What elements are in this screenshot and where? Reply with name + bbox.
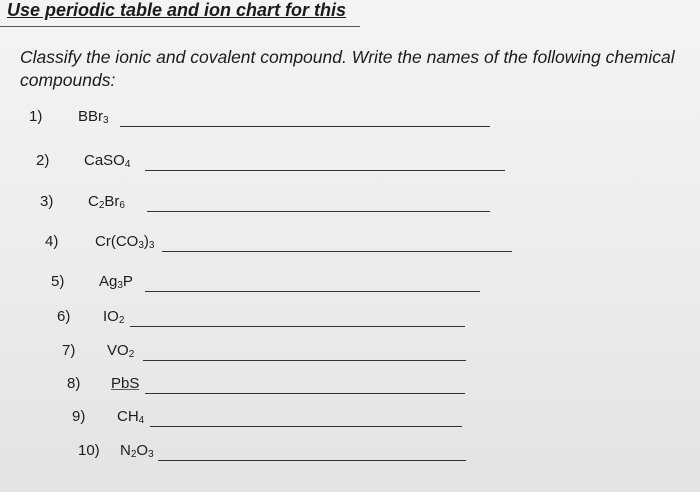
formula-text: N [120, 442, 131, 459]
formula-text: BBr [78, 108, 104, 125]
formula-text: Ag [99, 273, 118, 290]
instructions-line-1: Classify the ionic and covalent compound. Write the names of the following chemical [20, 47, 675, 67]
instructions [20, 46, 700, 92]
question-number: 3) [40, 193, 54, 210]
answer-blank-line[interactable] [158, 460, 466, 461]
chemical-formula [88, 193, 125, 211]
formula-text: Br [104, 193, 120, 210]
question-number: 9) [72, 408, 86, 425]
formula-text: ) [143, 233, 149, 250]
answer-blank-line[interactable] [150, 426, 462, 427]
chemical-formula [99, 273, 133, 291]
formula-subscript: 3 [103, 115, 109, 126]
formula-subscript: 2 [130, 449, 137, 460]
formula-subscript: 6 [119, 200, 125, 211]
answer-blank-line[interactable] [145, 291, 480, 292]
formula-text: VO [107, 342, 129, 359]
question-number: 8) [67, 375, 81, 392]
answer-blank-line[interactable] [130, 326, 465, 327]
chemical-formula [107, 342, 134, 360]
formula-subscript: 2 [98, 200, 105, 211]
answer-blank-line[interactable] [145, 170, 505, 171]
formula-subscript: 2 [128, 349, 135, 360]
chemical-formula [95, 233, 154, 251]
formula-text: C [88, 193, 99, 210]
question-number: 4) [45, 233, 59, 250]
question-number: 5) [51, 273, 65, 290]
formula-subscript: 3 [117, 280, 123, 291]
question-number: 2) [36, 152, 50, 169]
answer-blank-line[interactable] [143, 360, 466, 361]
answer-blank-line[interactable] [147, 211, 490, 212]
formula-text: Cr(CO [95, 233, 139, 250]
worksheet-title: Use periodic table and ion chart for this [7, 0, 347, 20]
question-number: 10) [78, 442, 100, 459]
formula-text: CaSO [84, 152, 125, 169]
chemical-formula [117, 408, 144, 426]
question-number: 1) [29, 108, 43, 125]
answer-blank-line[interactable] [162, 251, 512, 252]
chemical-formula [103, 308, 124, 326]
question-number: 6) [57, 308, 71, 325]
formula-text: CH [117, 408, 139, 425]
instructions-line-2: compounds: [20, 70, 116, 90]
answer-blank-line[interactable] [145, 393, 465, 394]
formula-subscript: 3 [138, 240, 144, 251]
formula-subscript: 4 [138, 415, 145, 426]
formula-subscript: 2 [118, 315, 125, 326]
formula-subscript: 4 [124, 159, 131, 170]
chemical-formula [120, 442, 154, 460]
chemical-formula [111, 375, 139, 392]
chemical-formula [78, 108, 109, 126]
formula-text: P [122, 273, 133, 290]
question-number: 7) [62, 342, 76, 359]
formula-text: PbS [111, 375, 140, 392]
formula-text: IO [103, 308, 119, 325]
formula-text: O [136, 442, 149, 459]
formula-subscript: 3 [148, 240, 155, 251]
answer-blank-line[interactable] [120, 126, 490, 127]
chemical-formula [84, 152, 130, 170]
title-divider [0, 26, 360, 27]
formula-subscript: 3 [148, 449, 154, 460]
